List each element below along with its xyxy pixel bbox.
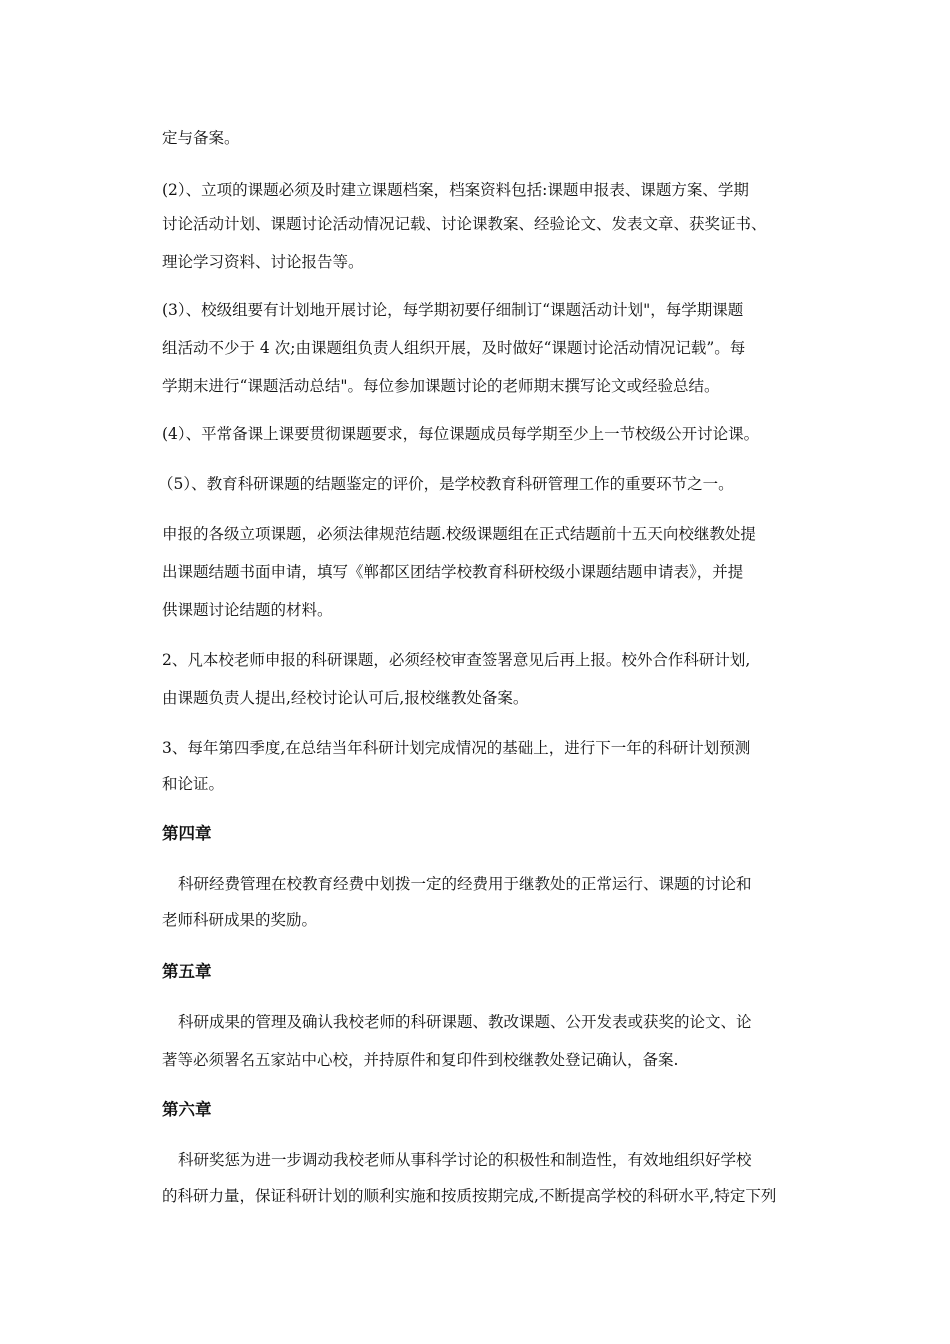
text-line: 的科研力量，保证科研计划的顺利实施和按质按期完成,不断提高学校的科研水平,特定下列 [162, 1187, 777, 1205]
chapter-heading: 第五章 [162, 962, 212, 981]
text-line: (2）、立项的课题必须及时建立课题档案，档案资料包括:课题申报表、课题方案、学期 [162, 181, 749, 199]
text-line: 组活动不少于 4 次;由课题组负责人组织开展，及时做好“课题讨论活动情况记载”。每 [162, 339, 746, 357]
text-line: 讨论活动计划、课题讨论活动情况记载、讨论课教案、经验论文、发表文章、获奖证书、 [162, 215, 767, 233]
text-line: (4）、平常备课上课要贯彻课题要求，每位课题成员每学期至少上一节校级公开讨论课。 [162, 425, 760, 443]
text-line: 科研成果的管理及确认我校老师的科研课题、教改课题、公开发表或获奖的论文、论 [178, 1013, 752, 1031]
text-line: 定与备案。 [162, 129, 240, 147]
text-line: 科研经费管理在校教育经费中划拨一定的经费用于继教处的正常运行、课题的讨论和 [178, 875, 752, 893]
text-line: 申报的各级立项课题，必须法律规范结题.校级课题组在正式结题前十五天向校继教处提 [162, 525, 756, 543]
text-line: 和论证。 [162, 775, 225, 793]
chapter-heading: 第四章 [162, 824, 212, 843]
text-line: 由课题负责人提出,经校讨论认可后,报校继教处备案。 [162, 689, 529, 707]
text-line: 科研奖惩为进一步调动我校老师从事科学讨论的积极性和制造性，有效地组织好学校 [178, 1151, 752, 1169]
text-line: 3、每年第四季度,在总结当年科研计划完成情况的基础上，进行下一年的科研计划预测 [162, 739, 751, 757]
text-line: 供课题讨论结题的材料。 [162, 601, 333, 619]
text-line: 老师科研成果的奖励。 [162, 911, 318, 929]
text-line: 学期末进行“课题活动总结"。每位参加课题讨论的老师期末撰写论文或经验总结。 [162, 377, 720, 395]
text-line: （5）、教育科研课题的结题鉴定的评价，是学校教育科研管理工作的重要环节之一。 [158, 475, 734, 493]
text-line: 出课题结题书面申请，填写《郸都区团结学校教育科研校级小课题结题申请表》，并提 [162, 563, 744, 581]
text-line: (3）、校级组要有计划地开展讨论，每学期初要仔细制订“课题活动计划"，每学期课题 [162, 301, 744, 319]
text-line: 2、凡本校老师申报的科研课题，必须经校审查签署意见后再上报。校外合作科研计划, [162, 651, 751, 669]
chapter-heading: 第六章 [162, 1100, 212, 1119]
text-line: 理论学习资料、讨论报告等。 [162, 253, 364, 271]
text-line: 著等必须署名五家站中心校，并持原件和复印件到校继教处登记确认，备案. [162, 1051, 679, 1069]
